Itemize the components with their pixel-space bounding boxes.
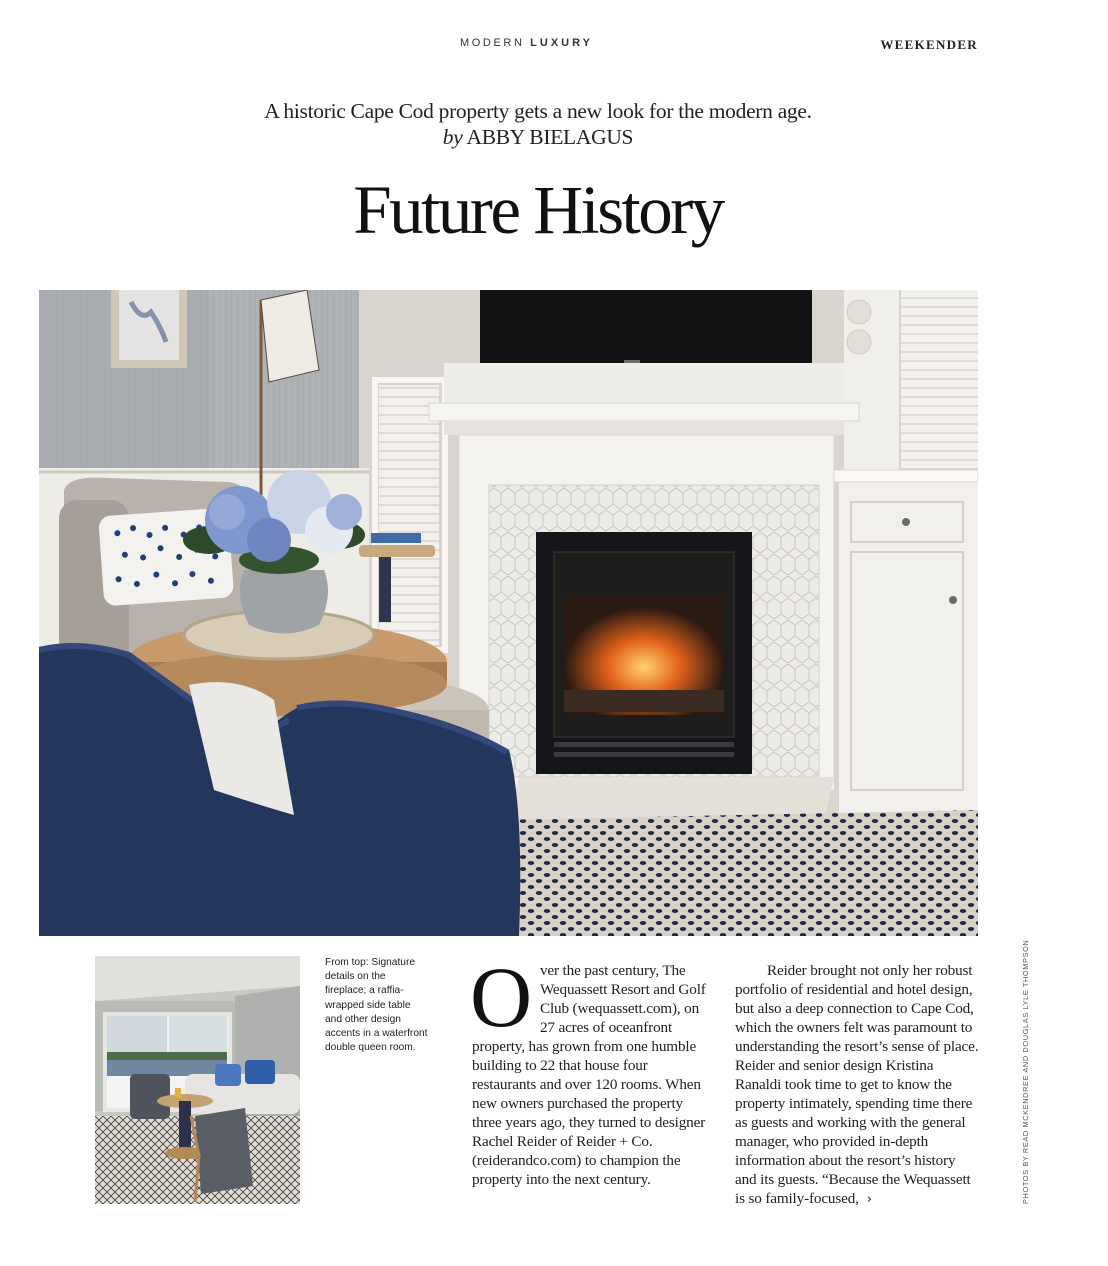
hero-photo-illustration: [39, 290, 978, 936]
thumb-photo-illustration: [95, 956, 300, 1204]
byline-prefix: by: [442, 125, 463, 149]
dek: A historic Cape Cod property gets a new look for the modern age.: [264, 99, 812, 123]
body-paragraph-2: [735, 961, 980, 1209]
masthead: [460, 37, 593, 49]
body-column-1: [470, 949, 715, 1189]
section-label: WEEKENDER: [880, 37, 978, 52]
body-column-2: [735, 961, 980, 1209]
headline: Future History: [353, 172, 723, 248]
continue-arrow-icon: ›: [866, 1192, 872, 1207]
photo-credit: PHOTOS BY READ MCKENDREE AND DOUGLAS LYLE THOMPSON: [1021, 939, 1030, 1204]
brand-light: MODERN: [460, 37, 525, 49]
photo-caption: From top: Signature details on the fireplace; a raffia-wrapped side table and other design accents in a waterfront double queen room.: [325, 957, 428, 1054]
drop-cap: O: [470, 949, 532, 1045]
author-name: ABBY BIELAGUS: [466, 125, 634, 149]
paragraph-2-text: Reider brought not only her robust portfolio of residential and hotel design, but also a deep connection to Cape Cod, which the owners felt was paramount to understanding the resort’s sense of place. Reider and senior design Kristina Ranaldi took time to get to know the property intimately, spending time there as guests and working with the general manager, who provided in-depth information about the resort’s history and its guests. “Because the Wequassett is so family-focused,: [735, 962, 979, 1207]
byline: [0, 124, 1076, 150]
body-paragraph-1: [470, 949, 715, 1189]
paragraph-1-text: ver the past century, The Wequassett Resort and Golf Club (wequassett.com), on 27 acres of oceanfront property, has grown from one humble building to 22 that house four restaurants and over 120 rooms. When new owners purchased the property three years ago, they turned to designer Rachel Reider of Reider + Co. (reiderandco.com) to champion the property into the next century.: [472, 962, 706, 1188]
hero-photo: [39, 290, 978, 936]
brand-bold: LUXURY: [530, 37, 593, 49]
thumb-photo: [95, 956, 300, 1204]
